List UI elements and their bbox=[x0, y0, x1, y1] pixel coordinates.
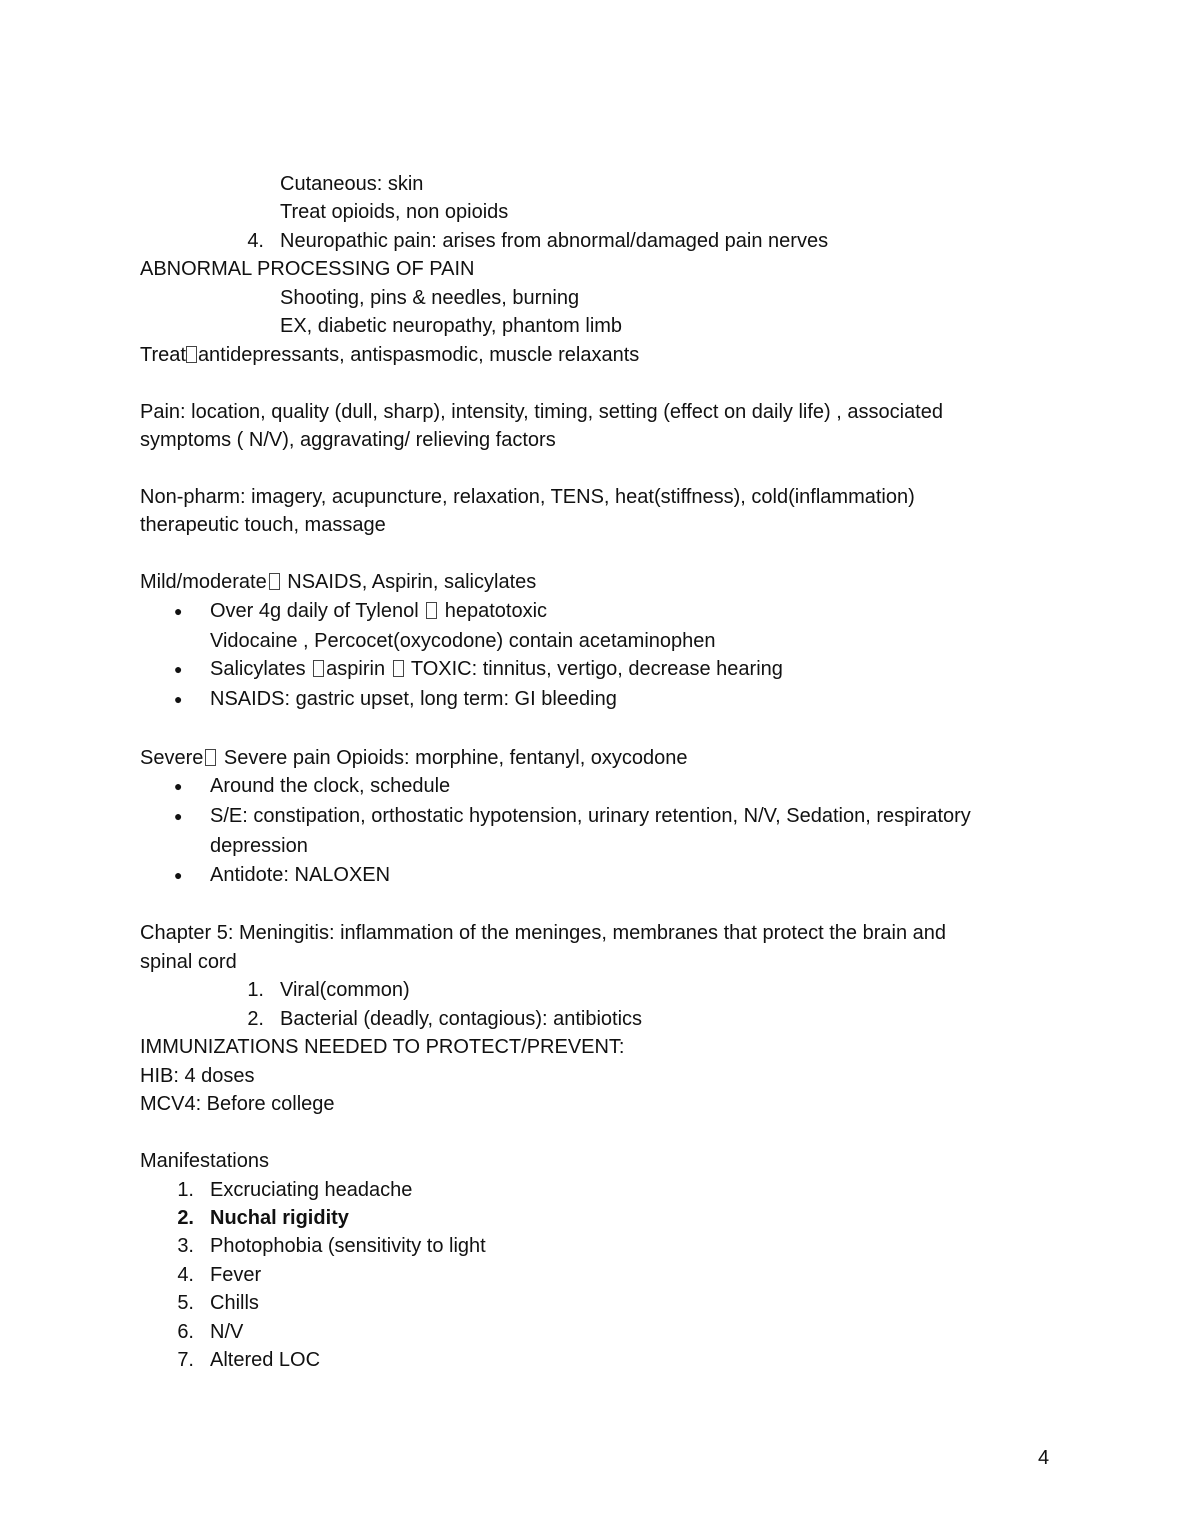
list-number: 5. bbox=[177, 1292, 194, 1314]
nonpharm-line-2: therapeutic touch, massage bbox=[140, 514, 386, 536]
list-number: 3. bbox=[177, 1235, 194, 1257]
missing-glyph-icon bbox=[426, 602, 437, 619]
tylenol-text-b: hepatotoxic bbox=[439, 600, 548, 622]
viral-line: Viral(common) bbox=[280, 979, 410, 1001]
salicylates-text-b: aspirin bbox=[326, 658, 391, 680]
list-item: Fever bbox=[210, 1264, 262, 1286]
treat-antidepressants-line bbox=[140, 343, 639, 367]
severe-prefix: Severe bbox=[140, 747, 204, 769]
list-number: 2. bbox=[247, 1008, 264, 1030]
treat-rest: antidepressants, antispasmodic, muscle relaxants bbox=[197, 344, 640, 366]
bullet-icon: ● bbox=[174, 603, 183, 619]
nonpharm-line-1: Non-pharm: imagery, acupuncture, relaxation, TENS, heat(stiffness), cold(inflammation) bbox=[140, 486, 915, 508]
mild-prefix: Mild/moderate bbox=[140, 571, 267, 593]
nsaids-line: NSAIDS: gastric upset, long term: GI bleeding bbox=[210, 688, 617, 710]
bacterial-line: Bacterial (deadly, contagious): antibiotics bbox=[280, 1008, 643, 1030]
list-item: Altered LOC bbox=[210, 1349, 321, 1371]
side-effects-line-2: depression bbox=[210, 835, 308, 857]
salicylates-line bbox=[210, 657, 783, 681]
list-number: 7. bbox=[177, 1349, 194, 1371]
treat-opioids-line: Treat opioids, non opioids bbox=[280, 201, 509, 223]
missing-glyph-icon bbox=[269, 573, 280, 590]
list-item: Nuchal rigidity bbox=[210, 1207, 349, 1229]
list-number: 4. bbox=[247, 230, 264, 252]
missing-glyph-icon bbox=[205, 749, 216, 766]
tylenol-text-a: Over 4g daily of Tylenol bbox=[210, 600, 425, 622]
list-item: N/V bbox=[210, 1321, 244, 1343]
mild-moderate-heading bbox=[140, 570, 536, 594]
salicylates-text-a: Salicylates bbox=[210, 658, 312, 680]
page-number: 4 bbox=[1038, 1447, 1050, 1469]
vidocaine-line: Vidocaine , Percocet(oxycodone) contain acetaminophen bbox=[210, 630, 716, 652]
severe-rest: Severe pain Opioids: morphine, fentanyl, oxycodone bbox=[218, 747, 688, 769]
treat-prefix: Treat bbox=[140, 344, 186, 366]
antidote-line: Antidote: NALOXEN bbox=[210, 864, 391, 886]
chapter5-line-2: spinal cord bbox=[140, 951, 237, 973]
ex-diabetic-line: EX, diabetic neuropathy, phantom limb bbox=[280, 315, 623, 337]
hib-line: HIB: 4 doses bbox=[140, 1065, 255, 1087]
around-clock-line: Around the clock, schedule bbox=[210, 775, 451, 797]
cutaneous-line: Cutaneous: skin bbox=[280, 173, 424, 195]
bullet-icon: ● bbox=[174, 661, 183, 677]
pain-assessment-line-2: symptoms ( N/V), aggravating/ relieving factors bbox=[140, 429, 556, 451]
list-number: 1. bbox=[247, 979, 264, 1001]
tylenol-line bbox=[210, 599, 547, 623]
list-number: 4. bbox=[177, 1264, 194, 1286]
bullet-icon: ● bbox=[174, 691, 183, 707]
shooting-line: Shooting, pins & needles, burning bbox=[280, 287, 580, 309]
mild-rest: NSAIDS, Aspirin, salicylates bbox=[281, 571, 537, 593]
chapter5-line-1: Chapter 5: Meningitis: inflammation of the meninges, membranes that protect the brain and bbox=[140, 922, 946, 944]
pain-assessment-line-1: Pain: location, quality (dull, sharp), intensity, timing, setting (effect on daily life) , associated bbox=[140, 401, 943, 423]
missing-glyph-icon bbox=[186, 346, 197, 363]
list-number: 6. bbox=[177, 1321, 194, 1343]
bullet-icon: ● bbox=[174, 808, 183, 824]
missing-glyph-icon bbox=[313, 660, 324, 677]
list-number: 1. bbox=[177, 1179, 194, 1201]
list-item: Excruciating headache bbox=[210, 1179, 413, 1201]
salicylates-text-c: TOXIC: tinnitus, vertigo, decrease hearing bbox=[405, 658, 783, 680]
abnormal-processing-heading: ABNORMAL PROCESSING OF PAIN bbox=[140, 258, 475, 280]
neuropathic-line: Neuropathic pain: arises from abnormal/damaged pain nerves bbox=[280, 230, 829, 252]
immunizations-heading: IMMUNIZATIONS NEEDED TO PROTECT/PREVENT: bbox=[140, 1036, 625, 1058]
list-item: Chills bbox=[210, 1292, 259, 1314]
list-item: Photophobia (sensitivity to light bbox=[210, 1235, 486, 1257]
side-effects-line-1: S/E: constipation, orthostatic hypotension, urinary retention, N/V, Sedation, respiratory bbox=[210, 805, 971, 827]
mcv4-line: MCV4: Before college bbox=[140, 1093, 335, 1115]
list-number: 2. bbox=[177, 1207, 194, 1229]
manifestations-heading: Manifestations bbox=[140, 1150, 269, 1172]
severe-heading bbox=[140, 746, 688, 770]
missing-glyph-icon bbox=[393, 660, 404, 677]
bullet-icon: ● bbox=[174, 778, 183, 794]
bullet-icon: ● bbox=[174, 867, 183, 883]
